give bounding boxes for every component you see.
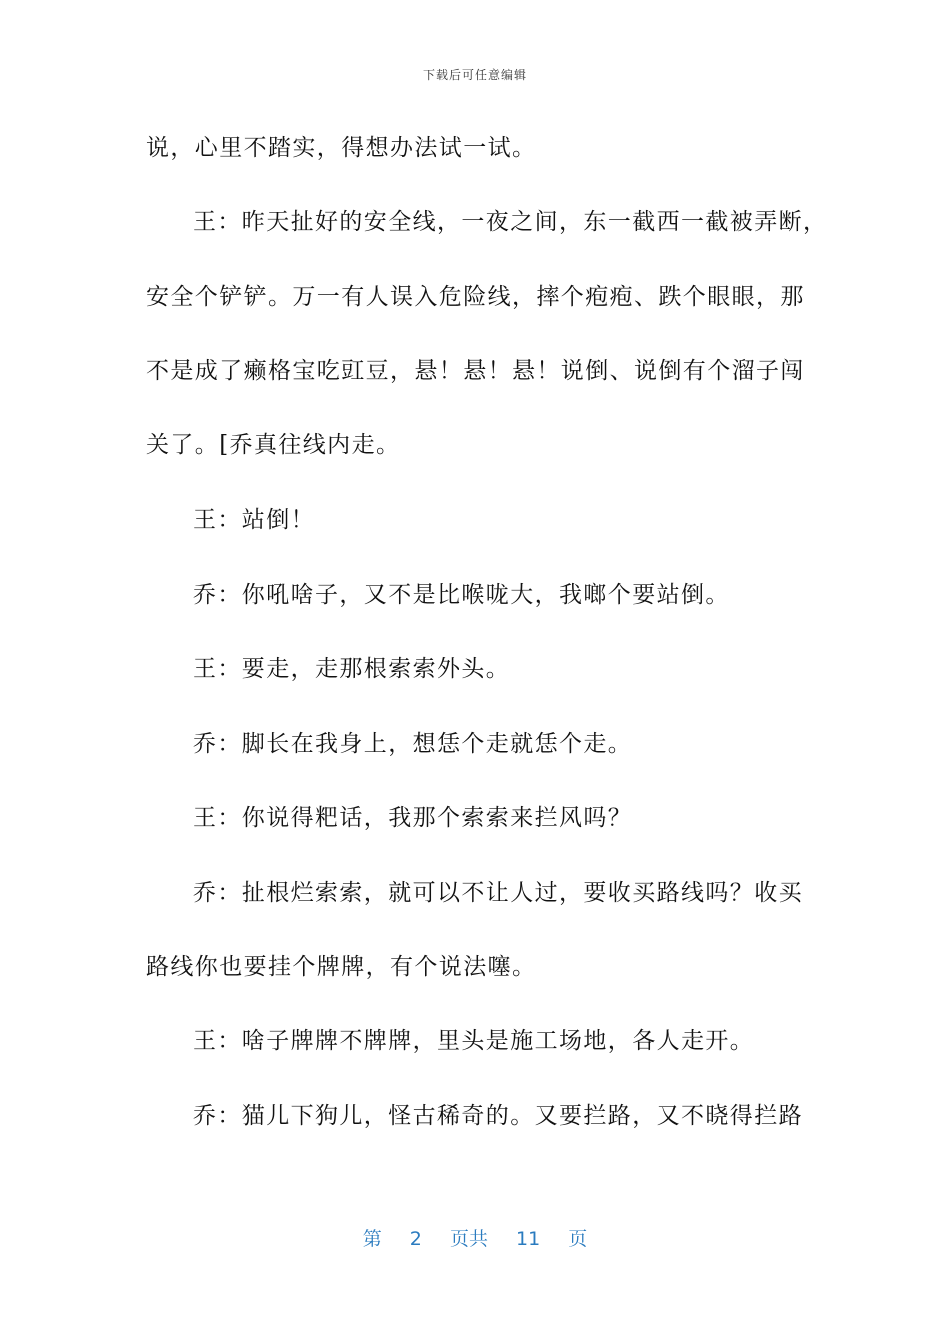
page-current: 2 (409, 1228, 422, 1250)
page-total: 11 (516, 1228, 541, 1250)
text-line: 路线你也要挂个牌牌，有个说法噻。 (146, 954, 537, 980)
page-label-mid: 页共 (449, 1228, 488, 1250)
page-label-suffix: 页 (568, 1228, 588, 1250)
text-line: 王：站倒！ (193, 507, 315, 533)
page-footer (0, 1224, 950, 1251)
text-line: 关了。[乔真往线内走。 (146, 432, 401, 458)
text-line: 不是成了癞格宝吃豇豆，悬！悬！悬！说倒、说倒有个溜子闯 (146, 358, 805, 384)
text-line: 王：昨天扯好的安全线，一夜之间，东一截西一截被弄断， (193, 209, 828, 235)
text-line: 王：你说得粑话，我那个索索来拦风吗？ (193, 805, 633, 831)
text-line: 说，心里不踏实，得想办法试一试。 (146, 135, 537, 161)
text-line: 乔：脚长在我身上，想恁个走就恁个走。 (193, 731, 633, 757)
text-line: 乔：猫儿下狗儿，怪古稀奇的。又要拦路，又不晓得拦路 (193, 1103, 803, 1129)
text-line: 乔：扯根烂索索，就可以不让人过，要收买路线吗？收买 (193, 880, 803, 906)
page-label-prefix: 第 (362, 1228, 382, 1250)
text-line: 王：要走，走那根索索外头。 (193, 656, 511, 682)
header-note: 下载后可任意编辑 (422, 68, 527, 82)
text-line: 王：啥子牌牌不牌牌，里头是施工场地，各人走开。 (193, 1028, 755, 1054)
text-line: 安全个铲铲。万一有人误入危险线，摔个疱疱、跌个眼眼，那 (146, 284, 805, 310)
text-line: 乔：你吼啥子，又不是比喉咙大，我啷个要站倒。 (193, 582, 730, 608)
